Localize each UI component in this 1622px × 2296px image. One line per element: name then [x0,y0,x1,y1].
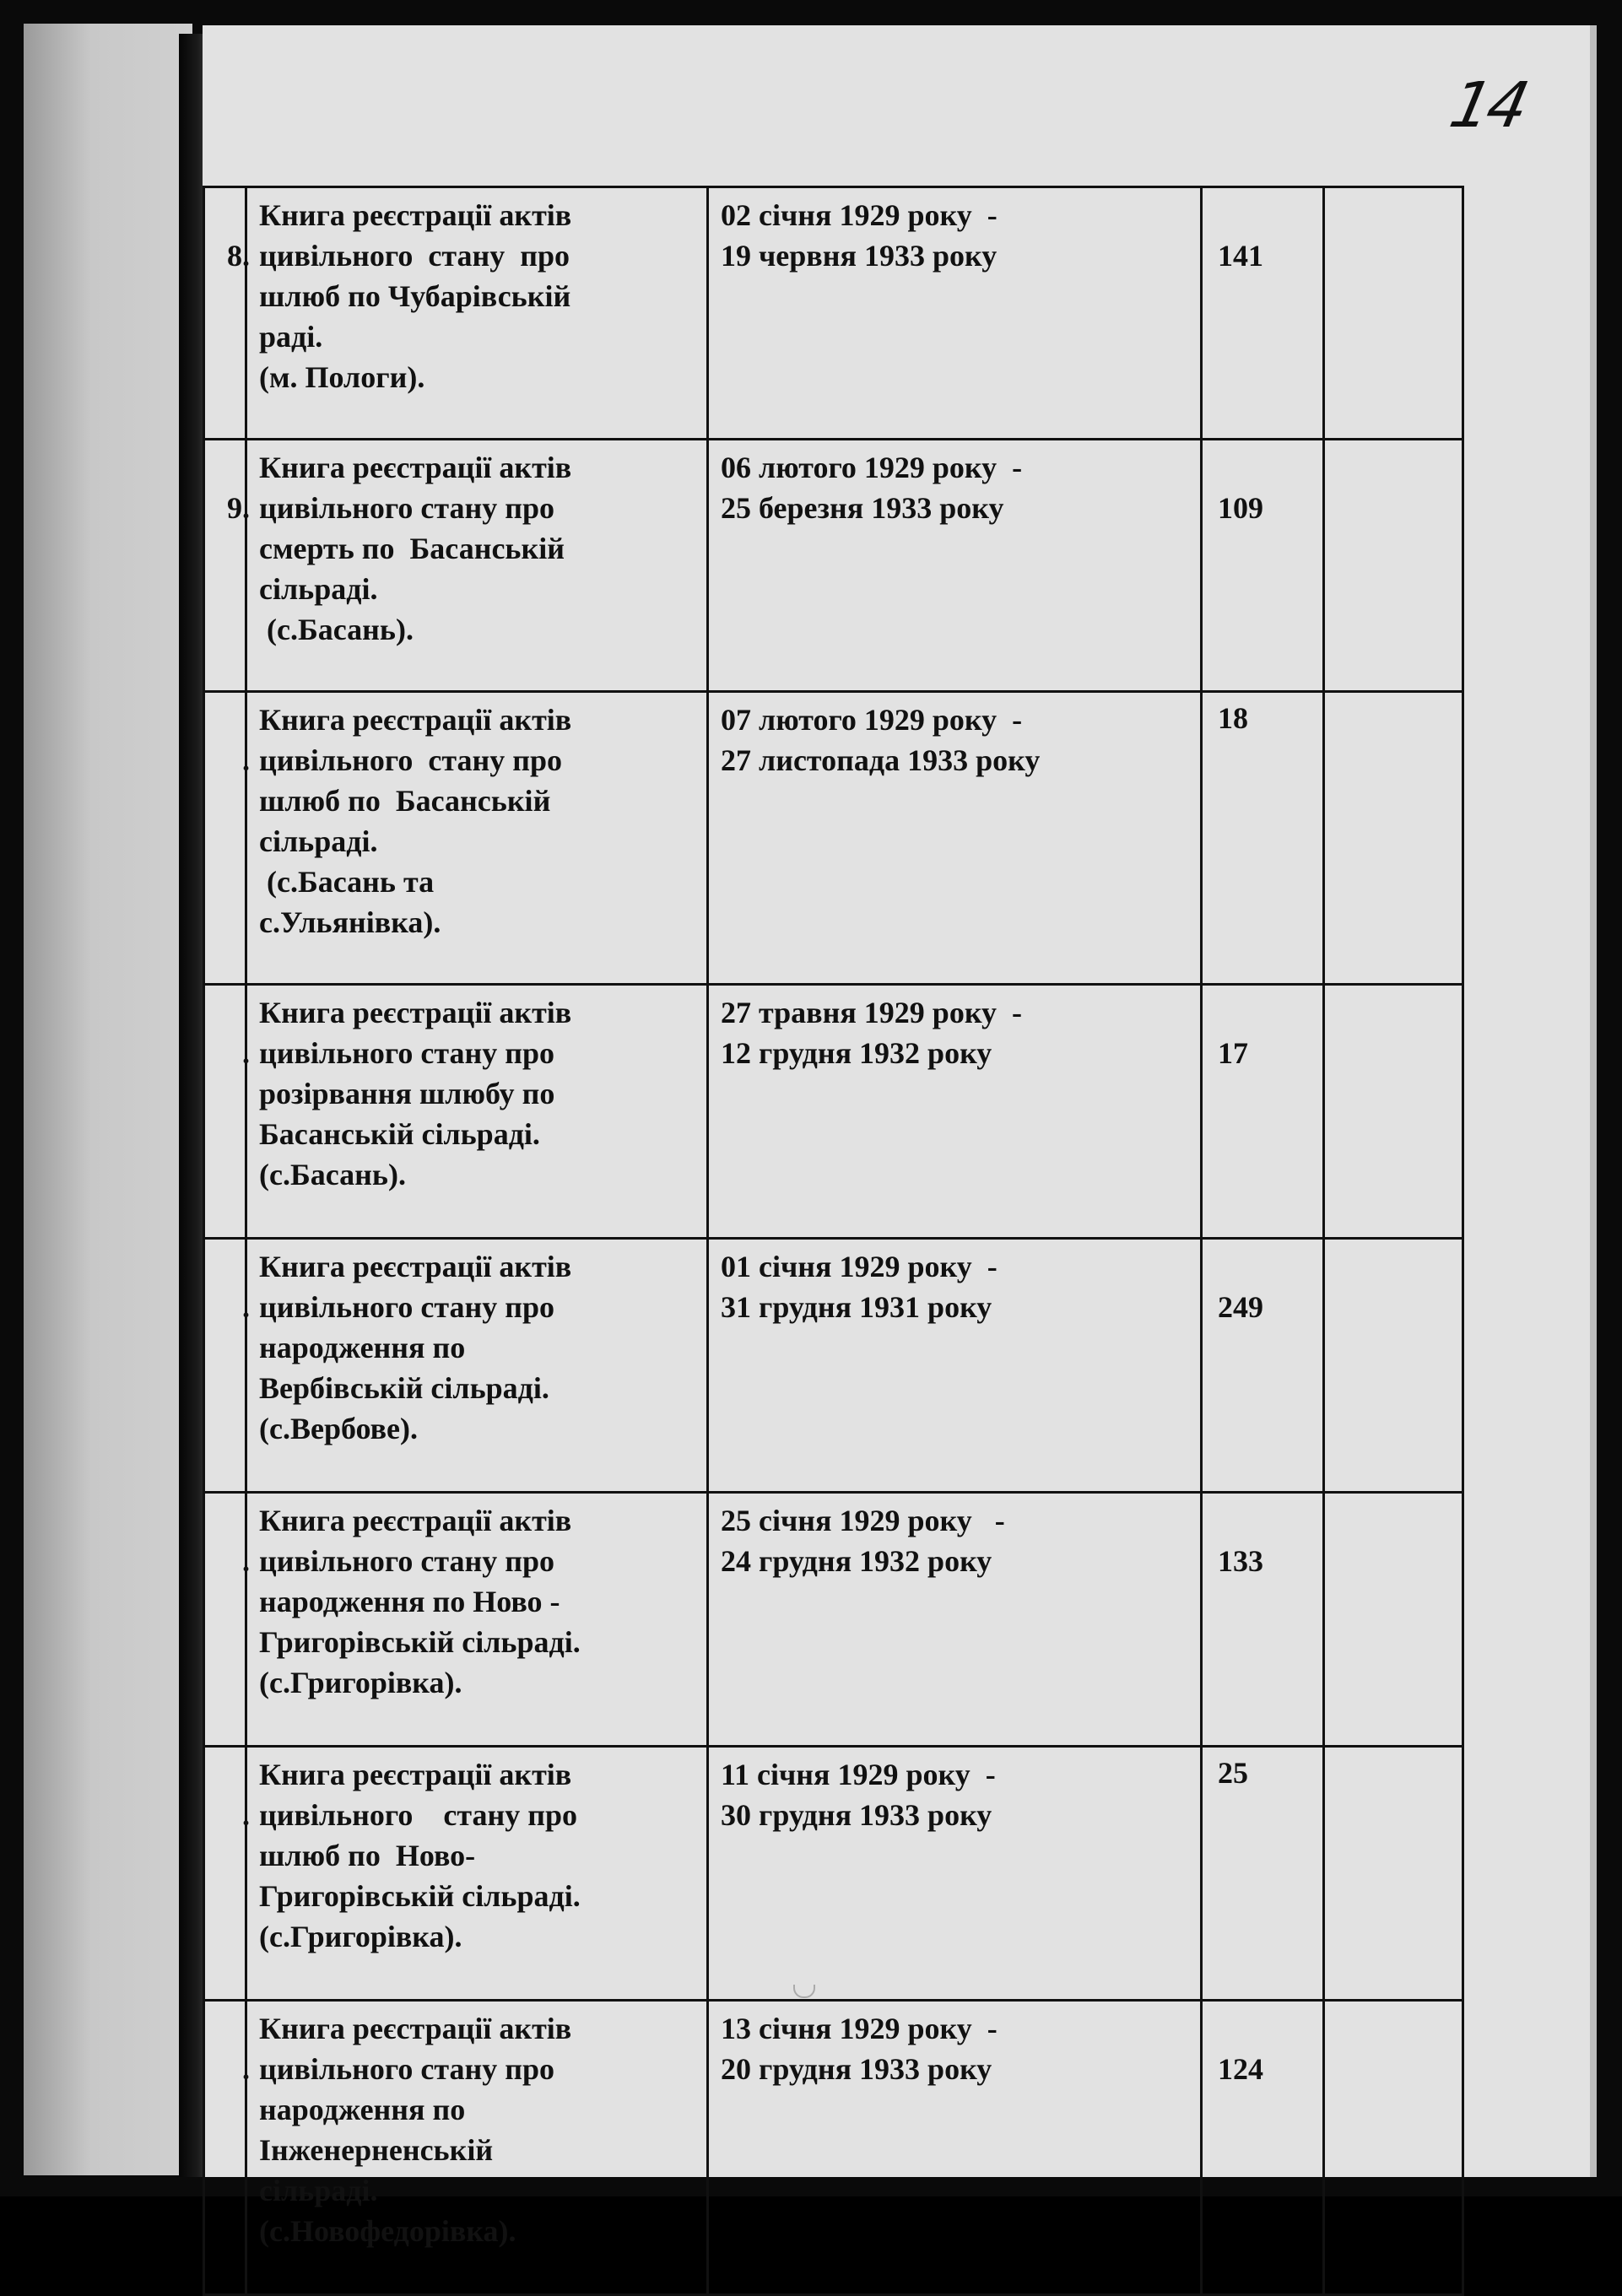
record-title-line: Басанській сільраді. [259,1117,540,1151]
record-title-line: (с.Вербове). [259,1412,419,1445]
record-title-line: Григорівській сільраді. [259,1879,581,1913]
record-title-line: цивільного стану про [259,743,562,777]
record-title-line: (с.Новофедорівка). [259,2214,516,2248]
record-title-line: шлюб по Басанській [259,784,551,818]
date-range-line: 06 лютого 1929 року - [721,451,1023,484]
note-cell [1324,1239,1463,1493]
row-number: . [242,1544,250,1578]
sheet-count-cell [1202,2001,1324,2295]
record-title-line: народження по Ново - [259,1585,560,1618]
table-row [204,1493,1463,1747]
record-title-cell [246,985,708,1239]
row-number-cell [204,1747,250,2001]
record-title-line: Книга реєстрації актів [259,1758,572,1791]
sheet-count-cell [1202,1493,1324,1747]
previous-page-edge [24,24,192,2175]
date-range-line: 27 листопада 1933 року [721,743,1041,777]
row-number: . [242,743,250,777]
table-row [204,440,1463,692]
record-title-cell [246,1239,708,1493]
record-title-line: цивільного стану про [259,239,570,273]
record-title-line: с.Ульянівка). [259,905,441,939]
row-number-cell [204,985,250,1239]
record-title-line: (с.Басань). [259,1158,406,1191]
table-row [204,692,1463,985]
row-number-cell [204,2001,250,2295]
table-row [204,1747,1463,2001]
record-title-line: раді. [259,320,323,354]
record-title-line: цивільного стану про [259,1036,554,1070]
note-cell [1324,2001,1463,2295]
sheet-count: 17 [1218,1036,1248,1070]
row-number-cell [204,187,250,440]
record-title-line: цивільного стану про [259,491,554,525]
archive-page [203,25,1597,2248]
sheet-count: 249 [1218,1290,1263,1324]
table-row [204,1239,1463,1493]
sheet-count: 133 [1218,1544,1263,1578]
date-range-cell [708,440,1202,692]
sheet-count: 124 [1218,2052,1263,2086]
sheet-count: 25 [1218,1756,1248,1790]
date-range-line: 19 червня 1933 року [721,239,998,273]
date-range-line: 25 січня 1929 року - [721,1504,1005,1537]
records-table-body [204,187,1463,2295]
handwritten-page-number: 14 [1443,69,1533,142]
note-cell [1324,692,1463,985]
record-title-line: Книга реєстрації актів [259,703,572,737]
record-title-line: народження по [259,1331,466,1364]
note-cell [1324,187,1463,440]
record-title-line: цивільного стану про [259,1798,577,1832]
date-range-cell [708,1239,1202,1493]
date-range-cell [708,187,1202,440]
row-number: . [242,1036,250,1070]
row-number: 9. [227,491,250,525]
record-title-line: Книга реєстрації актів [259,451,572,484]
date-range-line: 01 січня 1929 року - [721,1250,998,1283]
date-range-cell [708,985,1202,1239]
row-number-cell [204,1493,250,1747]
note-cell [1324,1493,1463,1747]
row-number-cell [204,1239,250,1493]
record-title-line: цивільного стану про [259,1544,554,1578]
record-title-line: Книга реєстрації актів [259,1504,572,1537]
record-title-line: (м. Пологи). [259,360,425,394]
record-title-line: смерть по Басанській [259,532,565,565]
sheet-count-cell [1202,187,1324,440]
record-title-line: шлюб по Ново- [259,1839,476,1872]
sheet-count-cell [1202,985,1324,1239]
row-number-cell [204,440,250,692]
row-number: . [242,2052,250,2086]
date-range-line: 27 травня 1929 року - [721,996,1023,1029]
sheet-count: 141 [1218,239,1263,273]
record-title-line: (с.Басань та [259,865,435,899]
records-table [203,186,1464,2296]
record-title-line: розірвання шлюбу по [259,1077,555,1110]
record-title-cell [246,1493,708,1747]
sheet-count-cell [1202,1239,1324,1493]
record-title-line: Книга реєстрації актів [259,996,572,1029]
record-title-line: Інженерненській [259,2133,494,2167]
note-cell [1324,985,1463,1239]
record-title-line: народження по [259,2093,466,2126]
note-cell [1324,440,1463,692]
record-title-line: шлюб по Чубарівській [259,279,571,313]
row-number-cell [204,692,250,985]
sheet-count-cell [1202,440,1324,692]
date-range-cell [708,692,1202,985]
sheet-count: 18 [1218,701,1248,735]
record-title-line: Книга реєстрації актів [259,1250,572,1283]
record-title-cell [246,2001,708,2295]
date-range-line: 25 березня 1933 року [721,491,1004,525]
record-title-cell [246,440,708,692]
record-title-cell [246,187,708,440]
date-range-line: 02 січня 1929 року - [721,198,998,232]
record-title-line: Григорівській сільраді. [259,1625,581,1659]
date-range-cell [708,2001,1202,2295]
record-title-line: Вербівській сільраді. [259,1371,549,1405]
record-title-line: (с.Григорівка). [259,1920,462,1953]
date-range-line: 13 січня 1929 року - [721,2012,998,2045]
record-title-cell [246,1747,708,2001]
record-title-line: цивільного стану про [259,1290,554,1324]
table-row [204,2001,1463,2295]
row-number: 8. [227,239,250,273]
row-number: . [242,1290,250,1324]
table-row [204,985,1463,1239]
date-range-line: 12 грудня 1932 року [721,1036,992,1070]
record-title-line: (с.Григорівка). [259,1666,462,1699]
record-title-cell [246,692,708,985]
table-row [204,187,1463,440]
date-range-line: 07 лютого 1929 року - [721,703,1023,737]
record-title-line: Книга реєстрації актів [259,198,572,232]
date-range-cell [708,1747,1202,2001]
date-range-line: 24 грудня 1932 року [721,1544,992,1578]
record-title-line: (с.Басань). [259,613,414,646]
sheet-count: 109 [1218,491,1263,525]
sheet-count-cell [1202,692,1324,985]
row-number: . [242,1798,250,1832]
date-range-line: 31 грудня 1931 року [721,1290,992,1324]
record-title-line: Книга реєстрації актів [259,2012,572,2045]
date-range-cell [708,1493,1202,1747]
date-range-line: 20 грудня 1933 року [721,2052,992,2086]
record-title-line: сільраді. [259,2174,378,2207]
date-range-line: 30 грудня 1933 року [721,1798,992,1832]
record-title-line: цивільного стану про [259,2052,554,2086]
record-title-line: сільраді. [259,572,378,606]
record-title-line: сільраді. [259,824,378,858]
date-range-line: 11 січня 1929 року - [721,1758,996,1791]
note-cell [1324,1747,1463,2001]
sheet-count-cell [1202,1747,1324,2001]
